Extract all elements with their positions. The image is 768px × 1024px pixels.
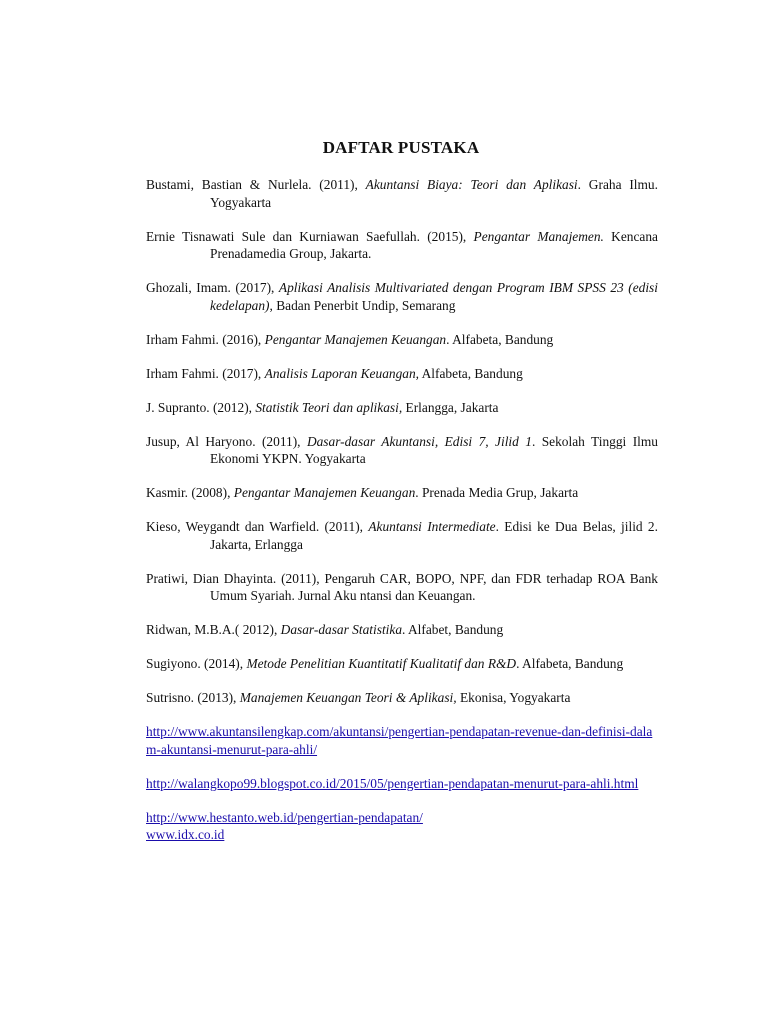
- reference-entry: Ernie Tisnawati Sule dan Kurniawan Saefullah. (2015), Pengantar Manajemen. Kencana Prenadamedia Group, Jakarta.: [146, 228, 658, 261]
- reference-entry: Ghozali, Imam. (2017), Aplikasi Analisis Multivariated dengan Program IBM SPSS 23 (edisi kedelapan), Badan Penerbit Undip, Semarang: [146, 280, 658, 313]
- reference-entry: Bustami, Bastian & Nurlela. (2011), Akuntansi Biaya: Teori dan Aplikasi. Graha Ilmu. Yogyakarta: [146, 177, 658, 210]
- reference-link-idx[interactable]: www.idx.co.id: [146, 827, 225, 842]
- reference-entry: Sutrisno. (2013), Manajemen Keuangan Teori & Aplikasi, Ekonisa, Yogyakarta: [146, 690, 571, 705]
- reference-entry: Ridwan, M.B.A.( 2012), Dasar-dasar Statistika. Alfabet, Bandung: [146, 622, 504, 637]
- reference-list: [146, 176, 658, 844]
- reference-entry: Sugiyono. (2014), Metode Penelitian Kuantitatif Kualitatif dan R&D. Alfabeta, Bandung: [146, 656, 624, 671]
- reference-entry: Pratiwi, Dian Dhayinta. (2011), Pengaruh CAR, BOPO, NPF, dan FDR terhadap ROA Bank Umum Syariah. Jurnal Aku ntansi dan Keuangan.: [146, 570, 658, 603]
- reference-link-akuntansilengkap[interactable]: http://www.akuntansilengkap.com/akuntansi/pengertian-pendapatan-revenue-dan-definisi-dalam-akuntansi-menurut-para-ahli/: [146, 724, 653, 757]
- reference-entry: J. Supranto. (2012), Statistik Teori dan aplikasi, Erlangga, Jakarta: [146, 399, 499, 415]
- reference-entry: Irham Fahmi. (2017), Analisis Laporan Keuangan, Alfabeta, Bandung: [146, 365, 523, 381]
- reference-link-walangkopo[interactable]: http://walangkopo99.blogspot.co.id/2015/05/pengertian-pendapatan-menurut-para-ahli.html: [146, 775, 639, 791]
- reference-entry: Jusup, Al Haryono. (2011), Dasar-dasar Akuntansi, Edisi 7, Jilid 1. Sekolah Tinggi Ilmu Ekonomi YKPN. Yogyakarta: [146, 433, 658, 466]
- reference-link-hestanto[interactable]: http://www.hestanto.web.id/pengertian-pendapatan/: [146, 809, 423, 825]
- page-title: DAFTAR PUSTAKA: [322, 138, 480, 157]
- reference-entry: Kieso, Weygandt dan Warfield. (2011), Akuntansi Intermediate. Edisi ke Dua Belas, jilid 2. Jakarta, Erlangga: [146, 519, 658, 552]
- reference-entry: Kasmir. (2008), Pengantar Manajemen Keuangan. Prenada Media Grup, Jakarta: [146, 485, 579, 500]
- reference-entry: Irham Fahmi. (2016), Pengantar Manajemen Keuangan. Alfabeta, Bandung: [146, 331, 554, 347]
